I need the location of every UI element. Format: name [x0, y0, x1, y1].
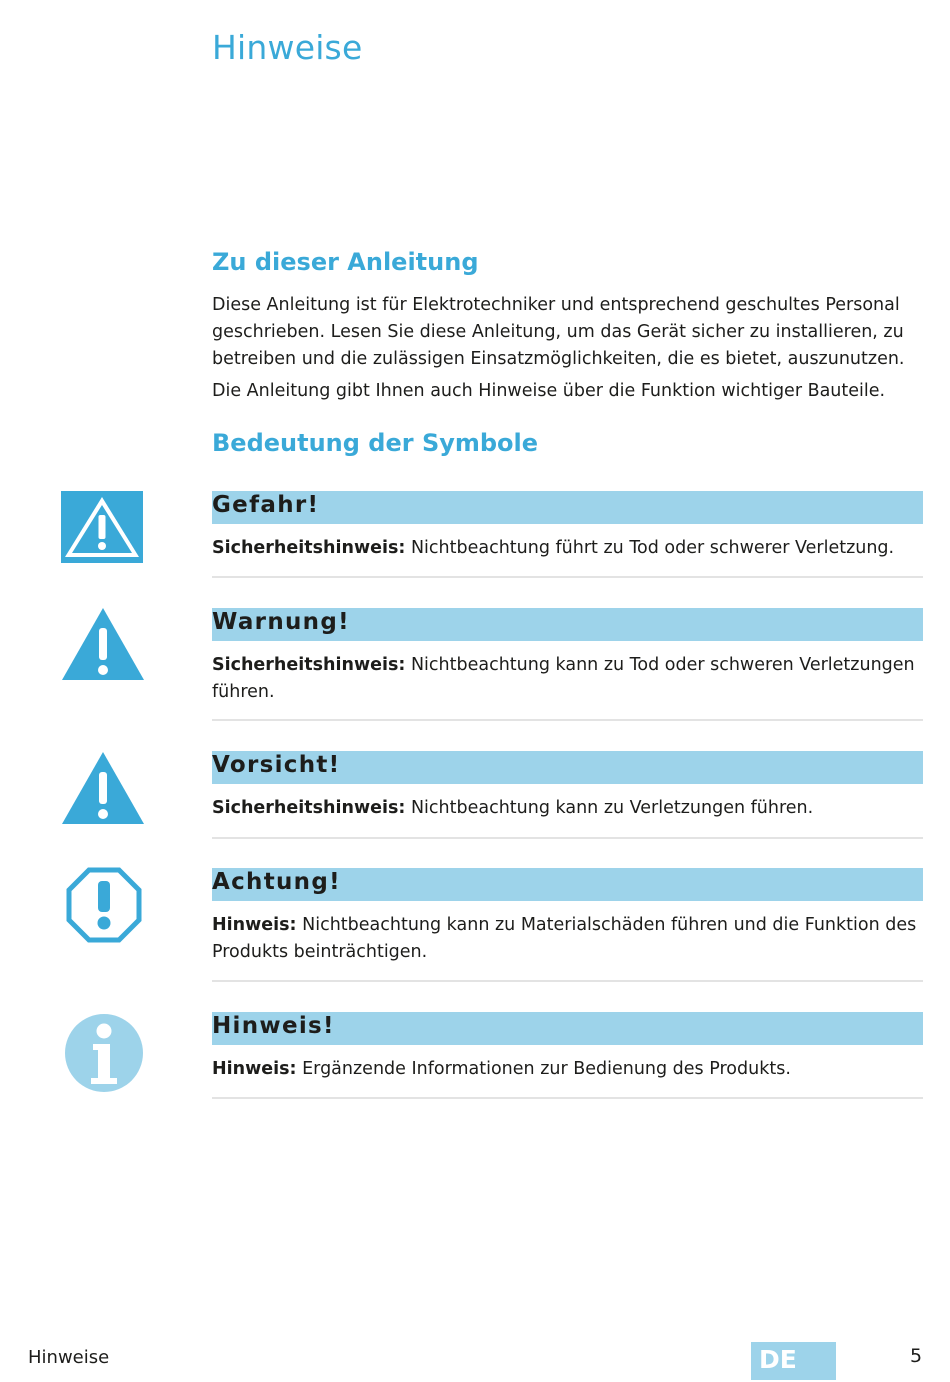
symbol-bar-gefahr: [212, 491, 923, 524]
danger-warning-icon: [61, 491, 143, 563]
attention-octagon-icon: [66, 867, 142, 943]
symbol-label-gefahr: Gefahr!: [212, 492, 320, 518]
symbol-divider: [212, 980, 923, 982]
about-heading: Zu dieser Anleitung: [212, 248, 479, 276]
symbol-bar-achtung: [212, 868, 923, 901]
symbol-text-body: Nichtbeachtung kann zu Tod oder schweren Verletzungen führen.: [212, 655, 915, 702]
symbol-divider: [212, 719, 923, 721]
symbol-label-warnung: Warnung!: [212, 609, 350, 635]
warning-triangle-icon: [61, 606, 145, 681]
symbol-label-achtung: Achtung!: [212, 869, 341, 895]
symbol-text-warnung: [212, 652, 923, 706]
caution-triangle-icon: [61, 750, 145, 825]
symbol-text-hinweis: [212, 1056, 923, 1083]
symbol-divider: [212, 837, 923, 839]
symbol-text-gefahr: [212, 535, 923, 562]
symbol-text-body: Ergänzende Informationen zur Bedienung des Produkts.: [296, 1059, 791, 1079]
about-paragraph-1: Diese Anleitung ist für Elektrotechniker und entsprechend geschultes Personal geschrieben. Lesen Sie diese Anleitung, um das Gerät sicher zu installieren, zu betreiben und die zulässigen Einsatzmöglichkeiten, die es bietet, auszunutzen.: [212, 295, 905, 369]
page-title: Hinweise: [212, 28, 363, 67]
symbol-text-body: Nichtbeachtung führt zu Tod oder schwerer Verletzung.: [405, 538, 895, 558]
symbol-divider: [212, 1097, 923, 1099]
symbol-label-hinweis: Hinweis!: [212, 1013, 335, 1039]
symbol-text-bold: Sicherheitshinweis:: [212, 655, 406, 675]
symbol-text-body: Nichtbeachtung kann zu Verletzungen führen.: [405, 798, 814, 818]
symbol-text-bold: Sicherheitshinweis:: [212, 538, 406, 558]
about-paragraph-2: Die Anleitung gibt Ihnen auch Hinweise über die Funktion wichtiger Bauteile.: [212, 381, 886, 401]
symbol-divider: [212, 576, 923, 578]
symbol-text-achtung: [212, 912, 923, 966]
language-badge: [751, 1342, 836, 1380]
symbol-label-vorsicht: Vorsicht!: [212, 752, 341, 778]
language-label: DE: [759, 1345, 797, 1374]
symbol-bar-warnung: [212, 608, 923, 641]
symbol-bar-vorsicht: [212, 751, 923, 784]
symbol-text-bold: Sicherheitshinweis:: [212, 798, 406, 818]
footer-section-label: Hinweise: [28, 1347, 110, 1368]
symbols-heading: Bedeutung der Symbole: [212, 429, 539, 457]
symbol-bar-hinweis: [212, 1012, 923, 1045]
page-number: 5: [910, 1345, 923, 1367]
symbol-text-body: Nichtbeachtung kann zu Materialschäden führen und die Funktion des Produkts beinträchtigen.: [212, 915, 917, 962]
symbol-text-bold: Hinweis:: [212, 915, 297, 935]
symbol-text-bold: Hinweis:: [212, 1059, 297, 1079]
symbol-text-vorsicht: [212, 795, 923, 822]
info-icon: [64, 1013, 144, 1093]
